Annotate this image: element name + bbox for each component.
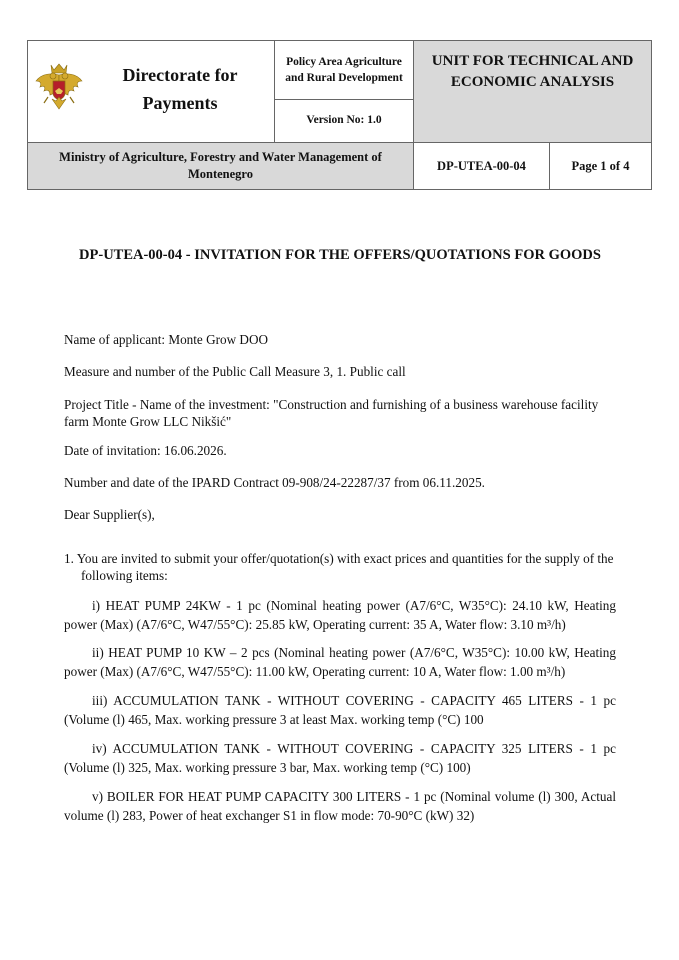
policy-area: Policy Area Agriculture and Rural Development	[285, 56, 403, 84]
version-number: Version No: 1.0	[275, 99, 413, 140]
public-call-measure: Measure and number of the Public Call Measure 3, 1. Public call	[64, 364, 406, 379]
document-title: DP-UTEA-00-04 - INVITATION FOR THE OFFERS/QUOTATIONS FOR GOODS	[79, 247, 601, 263]
page-number: Page 1 of 4	[550, 143, 652, 190]
document-code: DP-UTEA-00-04	[414, 143, 550, 190]
directorate-name: Directorate for Payments	[122, 65, 238, 113]
project-title: Project Title - Name of the investment: "Construction and furnishing of a business warehouse facility farm Monte Grow LLC Nikšić"	[64, 397, 599, 429]
list-item: i) HEAT PUMP 24KW - 1 pc (Nominal heating power (A7/6°C, W35°C): 24.10 kW, Heating power (Max) (A7/6°C, W47/55°C): 25.85 kW, Operating current: 35 A, Water flow: 3.10 m³/h)	[64, 598, 616, 632]
invitation-date: Date of invitation: 16.06.2026.	[64, 443, 227, 458]
ipard-contract: Number and date of the IPARD Contract 09-908/24-22287/37 from 06.11.2025.	[64, 475, 485, 490]
unit-name	[414, 41, 652, 143]
list-item: v) BOILER FOR HEAT PUMP CAPACITY 300 LITERS - 1 pc (Nominal volume (l) 300, Actual volume (l) 283, Power of heat exchanger S1 in flow mode: 70-90°C (kW) 32)	[64, 789, 616, 823]
ministry-label: Ministry of Agriculture, Forestry and Water Management of Montenegro	[59, 150, 382, 181]
applicant-name: Name of applicant: Monte Grow DOO	[64, 332, 268, 347]
list-item: iv) ACCUMULATION TANK - WITHOUT COVERING - CAPACITY 325 LITERS - 1 pc (Volume (l) 325, Max. working pressure 3 bar, Max. working temp (°C) 100)	[64, 741, 616, 775]
policy-version-cell	[275, 41, 414, 143]
document-header	[27, 40, 652, 190]
directorate-cell	[28, 41, 275, 143]
salutation: Dear Supplier(s),	[64, 507, 155, 522]
unit-label: UNIT FOR TECHNICAL AND ECONOMIC ANALYSIS	[431, 53, 634, 90]
montenegro-coat-of-arms-icon	[34, 61, 84, 115]
ministry-name	[28, 143, 414, 190]
list-item: ii) HEAT PUMP 10 KW – 2 pcs (Nominal heating power (A7/6°C, W35°C): 10.00 kW, Heating power (Max) (A7/6°C, W47/55°C): 11.00 kW, Operating current: 10 A, Water flow: 1.00 m³/h)	[64, 645, 616, 679]
invitation-intro: 1. You are invited to submit your offer/quotation(s) with exact prices and quantities for the supply of the following items:	[64, 551, 614, 583]
list-item: iii) ACCUMULATION TANK - WITHOUT COVERING - CAPACITY 465 LITERS - 1 pc (Volume (l) 465, Max. working pressure 3 at least Max. working temp (°C) 100	[64, 693, 616, 727]
